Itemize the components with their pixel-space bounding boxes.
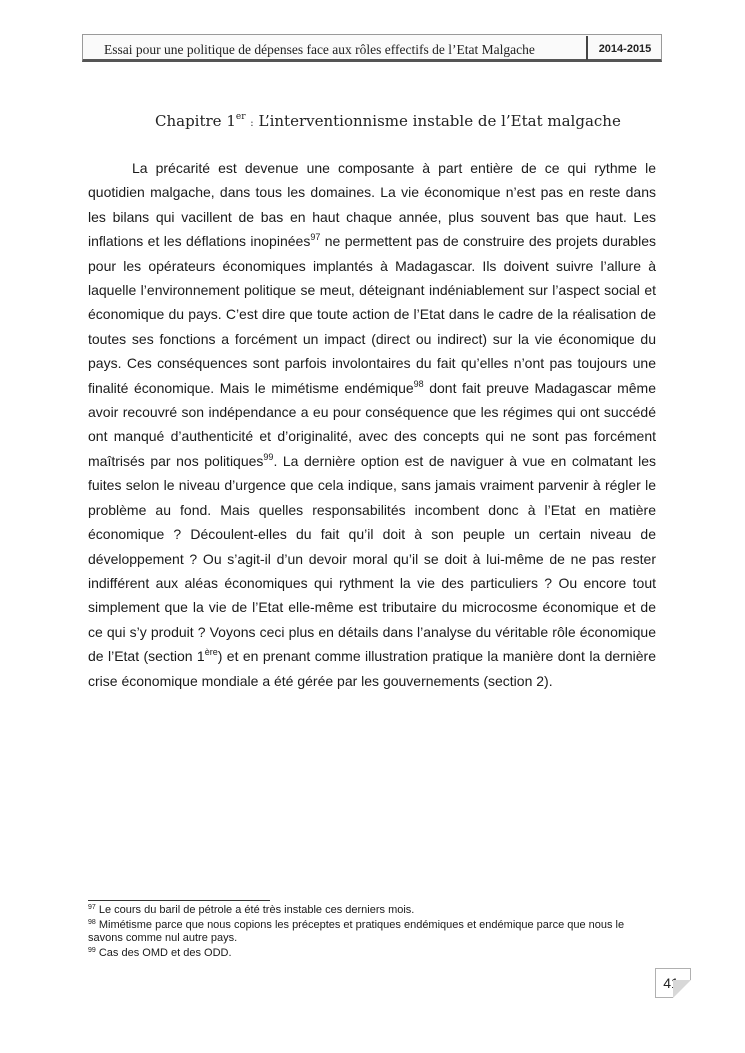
- paragraph: [88, 156, 656, 693]
- footnote-text: Le cours du baril de pétrole a été très instable ces derniers mois.: [98, 904, 415, 916]
- chapter-heading-text: L’interventionnisme instable de l’Etat malgache: [258, 112, 621, 130]
- footnote-text: Mimétisme parce que nous copions les préceptes et pratiques endémiques et endémique parce que nous le savons comme nul autre pays.: [88, 919, 625, 944]
- footnote-ref: 98: [413, 378, 424, 389]
- text-segment: ) et en prenant comme illustration pratique la manière dont la dernière crise économique mondiale a été gérée par les gouvernements (section 2).: [88, 648, 656, 689]
- body-text: [88, 156, 656, 693]
- chapter-colon: :: [250, 118, 254, 129]
- header-divider: [586, 36, 588, 60]
- text-segment: dont fait preuve Madagascar même avoir recouvré son indépendance a eu pour conséquence que les régimes qui ont succédé ont manqué d’authenticité et d’originalité, avec des concepts qui ne sont pas forcément maîtrisés par nos politiques: [88, 379, 656, 469]
- ordinal-superscript: ère: [204, 647, 218, 658]
- footnote-ref: 99: [263, 451, 274, 462]
- chapter-prefix: Chapitre 1: [155, 112, 236, 130]
- footnote-ref: 97: [310, 232, 321, 243]
- footnote-number: 98: [88, 919, 96, 926]
- footnote: [88, 947, 656, 960]
- footnote-number: 99: [88, 947, 96, 954]
- footnote: [88, 904, 656, 917]
- page-number-box: [655, 968, 691, 998]
- text-segment: ne permettent pas de construire des projets durables pour les opérateurs économiques implantés à Madagascar. Ils doivent suivre l’allure à laquelle l’environnement politique se meut, déteignant indéniablement sur l’aspect social et économique du pays. C’est dire que toute action de l’Etat dans le cadre de la réalisation de toutes ses fonctions a forcément un impact (direct ou indirect) sur la vie économique du pays. Ces conséquences sont parfois involontaires du fait qu’elles n’ont pas toujours une finalité économique. Mais le mimétisme endémique: [88, 233, 656, 396]
- page-corner-fold-icon: [673, 980, 691, 998]
- text-segment: . La dernière option est de naviguer à vue en colmatant les fuites selon le niveau d’urgence que cela indique, sans jamais vraiment parvenir à régler le problème au fond. Mais quelles responsabilités incombent donc à l’Etat en matière économique ? Découlent-elles du fait qu’il doit à son peuple un certain niveau de développement ? Ou s’agit-il d’un devoir moral qu’il se doit à lui-même de ne pas rester indifférent aux aléas économiques qui rythment la vie des particuliers ? Ou encore tout simplement que la vie de l’Etat elle-même est tributaire du microcosme économique et de ce qui s’y produit ? Voyons ceci plus en détails dans l’analyse du véritable rôle économique de l’Etat (section 1: [88, 452, 656, 665]
- footnote-text: Cas des OMD et des ODD.: [98, 947, 232, 959]
- footnote: [88, 919, 656, 945]
- footnote-number: 97: [88, 904, 96, 911]
- page-number: 41: [663, 975, 679, 991]
- text-segment: La précarité est devenue une composante à part entière de ce qui rythme le quotidien malgache, dans tous les domaines. La vie économique n’est pas en reste dans les bilans qui vacillent de bas en haut chaque année, plus souvent bas que haut. Les inflations et les déflations inopinées: [88, 160, 656, 250]
- chapter-ordinal-superscript: er: [235, 112, 246, 122]
- running-header-year: 2014-2015: [598, 43, 652, 55]
- footnotes: [88, 904, 656, 962]
- chapter-title: [155, 104, 621, 130]
- footnote-separator: [88, 900, 270, 901]
- running-header-title: Essai pour une politique de dépenses face aux rôles effectifs de l’Etat Malgache: [104, 42, 535, 57]
